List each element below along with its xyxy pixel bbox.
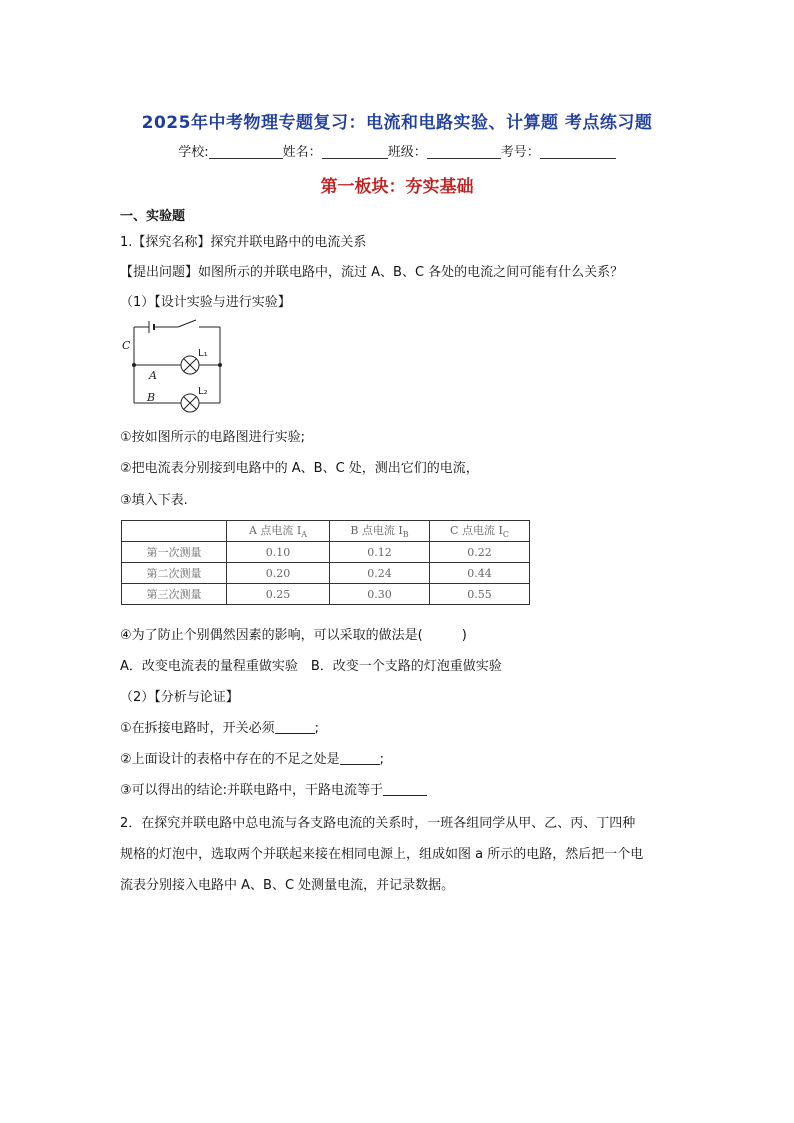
table-cell: 0.44 <box>430 563 530 584</box>
class-label: 班级： <box>387 145 427 160</box>
junction-dot <box>132 363 136 367</box>
q2-line2: 规格的灯泡中，选取两个并联起来接在相同电源上，组成如图 a 所示的电路，然后把一个电 <box>120 847 644 862</box>
label-b: B <box>147 391 156 404</box>
q1-step4: ④为了防止个别偶然因素的影响，可以采取的做法是( ) <box>120 628 467 643</box>
label-c: C <box>122 339 131 352</box>
table-header-cell <box>122 521 227 542</box>
table-header-cell: C 点电流 $I_C$ <box>430 521 530 542</box>
table-header-cell: A 点电流 $I_A$ <box>227 521 330 542</box>
q1-step3: ③填入下表. <box>120 493 188 508</box>
school-label: 学校: <box>178 145 209 160</box>
q2-line3: 流表分别接入电路中 A、B、C 处测量电流，并记录数据。 <box>120 878 455 893</box>
table-row <box>122 542 530 563</box>
table-cell: 0.10 <box>227 542 330 563</box>
table-cell: 0.25 <box>227 584 330 605</box>
name-blank[interactable] <box>322 144 388 159</box>
table-header-cell: B 点电流 $I_B$ <box>330 521 430 542</box>
q1-analysis1: ①在拆接电路时，开关必须 ; <box>120 721 320 736</box>
label-l2: L₂ <box>198 386 208 397</box>
q1-options: A．改变电流表的量程重做实验 B．改变一个支路的灯泡重做实验 <box>120 659 502 674</box>
table-cell: 0.12 <box>330 542 430 563</box>
q1-design-label: （1）【设计实验与进行实验】 <box>120 295 291 310</box>
table-header-row <box>122 521 530 542</box>
label-a: A <box>149 369 157 382</box>
exam-number-label: 考号： <box>500 145 540 160</box>
q1-step2: ②把电流表分别接到电路中的 A、B、C 处，测出它们的电流， <box>120 461 479 476</box>
q1-analysis2: ②上面设计的表格中存在的不足之处是 ; <box>120 752 385 767</box>
class-blank[interactable] <box>427 144 501 159</box>
exam-number-blank[interactable] <box>540 144 616 159</box>
switch-lever <box>178 320 196 327</box>
student-info-line <box>0 141 794 160</box>
name-label: 姓名： <box>282 145 322 160</box>
table-cell: 0.22 <box>430 542 530 563</box>
table-row <box>122 563 530 584</box>
q2-line1: 2．在探究并联电路中总电流与各支路电流的关系时，一班各组同学从甲、乙、丙、丁四种 <box>120 816 636 831</box>
q1-step1: ①按如图所示的电路图进行实验; <box>120 430 306 445</box>
page-title: 2025年中考物理专题复习：电流和电路实验、计算题 考点练习题 <box>141 113 653 133</box>
table-cell: 0.55 <box>430 584 530 605</box>
table-cell: 0.20 <box>227 563 330 584</box>
table-cell: 0.30 <box>330 584 430 605</box>
table-row <box>122 584 530 605</box>
parallel-circuit-diagram <box>118 313 238 415</box>
junction-dot <box>218 363 222 367</box>
table-cell: 第三次测量 <box>122 584 227 605</box>
answer-blank[interactable] <box>275 720 315 734</box>
school-blank[interactable] <box>209 144 283 159</box>
q1-question: 【提出问题】如图所示的并联电路中，流过 A、B、C 各处的电流之间可能有什么关系？ <box>120 265 624 280</box>
answer-blank[interactable] <box>383 782 427 796</box>
label-l1: L₁ <box>198 348 208 359</box>
measurement-table <box>121 520 530 605</box>
q1-intro: 1.【探究名称】探究并联电路中的电流关系 <box>120 235 367 250</box>
answer-blank[interactable] <box>340 751 380 765</box>
q1-analysis-label: （2）【分析与论证】 <box>120 690 239 705</box>
table-cell: 第一次测量 <box>122 542 227 563</box>
section-title: 第一板块：夯实基础 <box>320 177 474 197</box>
q1-analysis3: ③可以得出的结论:并联电路中，干路电流等于 <box>120 779 427 798</box>
table-cell: 0.24 <box>330 563 430 584</box>
part-heading: 一、实验题 <box>120 209 186 224</box>
table-cell: 第二次测量 <box>122 563 227 584</box>
